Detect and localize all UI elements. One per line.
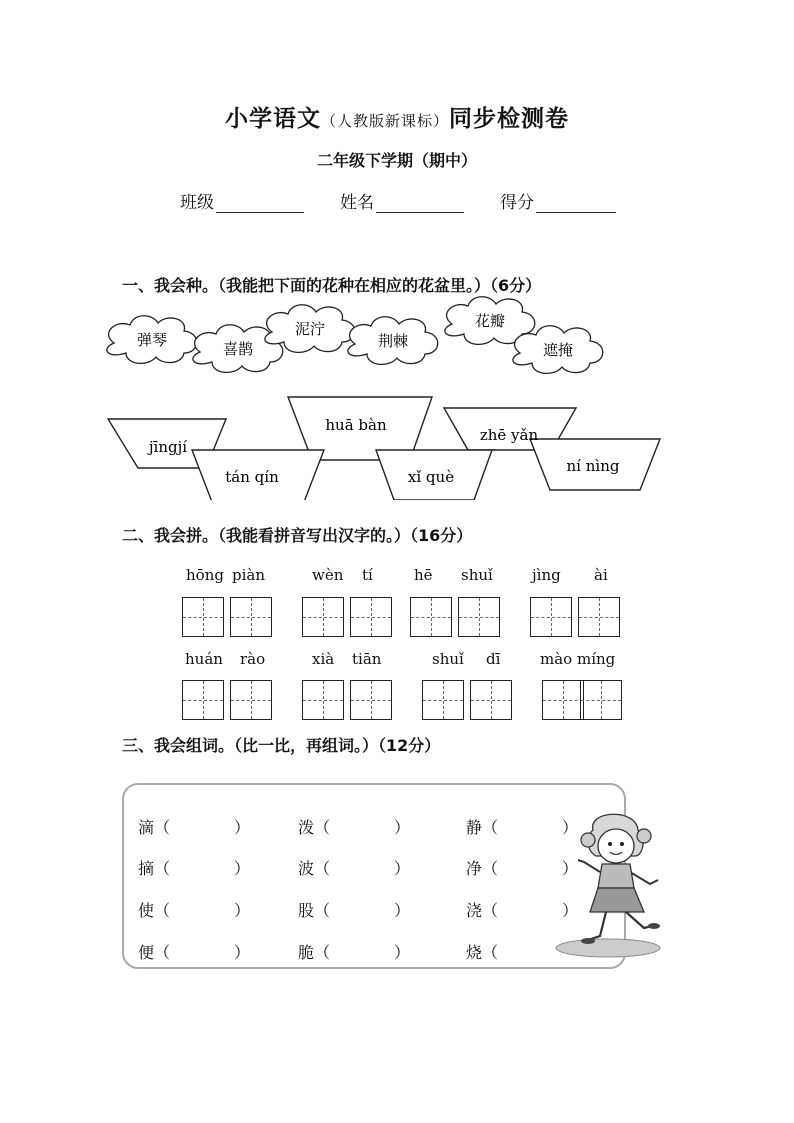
- writing-box[interactable]: [302, 680, 344, 720]
- pinyin: xià: [312, 650, 335, 668]
- section2-heading: 二、我会拼。（我能看拼音写出汉字的。）（16分）: [122, 526, 473, 545]
- pinyin: hē: [414, 566, 433, 584]
- writing-box[interactable]: [230, 680, 272, 720]
- pinyin: shuǐ: [432, 650, 464, 668]
- pinyin: ài: [594, 566, 608, 584]
- pinyin: míng: [577, 650, 616, 668]
- writing-box[interactable]: [470, 680, 512, 720]
- flower-pot-figure: [0, 290, 794, 500]
- word-item[interactable]: 摘（ ）: [138, 859, 251, 878]
- word-item[interactable]: 浇（ ）: [466, 901, 579, 920]
- pinyin: dī: [486, 650, 501, 668]
- pinyin: wèn: [312, 566, 344, 584]
- class-field: [180, 188, 304, 213]
- word-item[interactable]: 烧（: [466, 943, 499, 962]
- writing-box[interactable]: [530, 597, 572, 637]
- word-item[interactable]: 波（ ）: [298, 859, 411, 878]
- word-item[interactable]: 泼（ ）: [298, 818, 411, 837]
- flower-6-label: 遮掩: [542, 341, 574, 359]
- writing-box[interactable]: [542, 680, 584, 720]
- pinyin: tí: [362, 566, 373, 584]
- flower-4-label: 荆棘: [377, 332, 409, 350]
- writing-box[interactable]: [410, 597, 452, 637]
- pot-3-label: huā bàn: [325, 416, 387, 434]
- writing-box[interactable]: [458, 597, 500, 637]
- word-item[interactable]: 使（ ）: [138, 901, 251, 920]
- word-item[interactable]: 静（ ）: [466, 818, 579, 837]
- word-item[interactable]: 股（ ）: [298, 901, 411, 920]
- pot-1-label: jīngjí: [148, 438, 188, 456]
- girl-illustration: [548, 810, 678, 960]
- class-label: 班级: [180, 193, 214, 213]
- score-blank[interactable]: [536, 194, 616, 213]
- writing-box[interactable]: [578, 597, 620, 637]
- writing-box[interactable]: [230, 597, 272, 637]
- page-title: [0, 100, 794, 133]
- pinyin: mào: [540, 650, 573, 668]
- name-label: 姓名: [340, 193, 374, 213]
- pinyin: hōng: [186, 566, 224, 584]
- score-label: 得分: [500, 193, 534, 213]
- pot-2-label: tán qín: [225, 468, 279, 486]
- pinyin: tiān: [352, 650, 382, 668]
- name-blank[interactable]: [376, 194, 464, 213]
- writing-box[interactable]: [422, 680, 464, 720]
- writing-box[interactable]: [350, 680, 392, 720]
- pinyin: huán: [185, 650, 223, 668]
- title-tail: 同步检测卷: [449, 105, 569, 132]
- writing-box[interactable]: [580, 680, 622, 720]
- word-item[interactable]: 脆（ ）: [298, 943, 411, 962]
- pot-4-label: xǐ què: [407, 468, 455, 486]
- pinyin: jìng: [532, 566, 561, 584]
- flower-3-label: 泥泞: [294, 320, 326, 338]
- page-subtitle: 二年级下学期（期中）: [316, 151, 477, 170]
- score-field: [500, 188, 616, 213]
- writing-box[interactable]: [350, 597, 392, 637]
- pot-6-label: ní nìng: [566, 457, 620, 475]
- name-field: [340, 188, 464, 213]
- word-item[interactable]: 净（ ）: [466, 859, 579, 878]
- writing-box[interactable]: [182, 680, 224, 720]
- title-paren: （人教版新课标）: [320, 112, 449, 130]
- class-blank[interactable]: [216, 194, 304, 213]
- flower-5-label: 花瓣: [474, 312, 506, 330]
- pinyin: piàn: [232, 566, 266, 584]
- pinyin: shuǐ: [461, 566, 493, 584]
- section3-heading: 三、我会组词。（比一比，再组词。）（12分）: [122, 736, 441, 755]
- writing-box[interactable]: [302, 597, 344, 637]
- writing-box[interactable]: [182, 597, 224, 637]
- pot-5-label: zhē yǎn: [479, 426, 539, 444]
- word-item[interactable]: 滴（ ）: [138, 818, 251, 837]
- word-item[interactable]: 便（ ）: [138, 943, 251, 962]
- section1-heading: 一、我会种。（我能把下面的花种在相应的花盆里。）（6分）: [122, 276, 542, 295]
- title-main: 小学语文: [224, 105, 321, 132]
- flower-1-label: 弹琴: [136, 331, 168, 349]
- pinyin: rào: [240, 650, 266, 668]
- flower-2-label: 喜鹊: [222, 340, 254, 358]
